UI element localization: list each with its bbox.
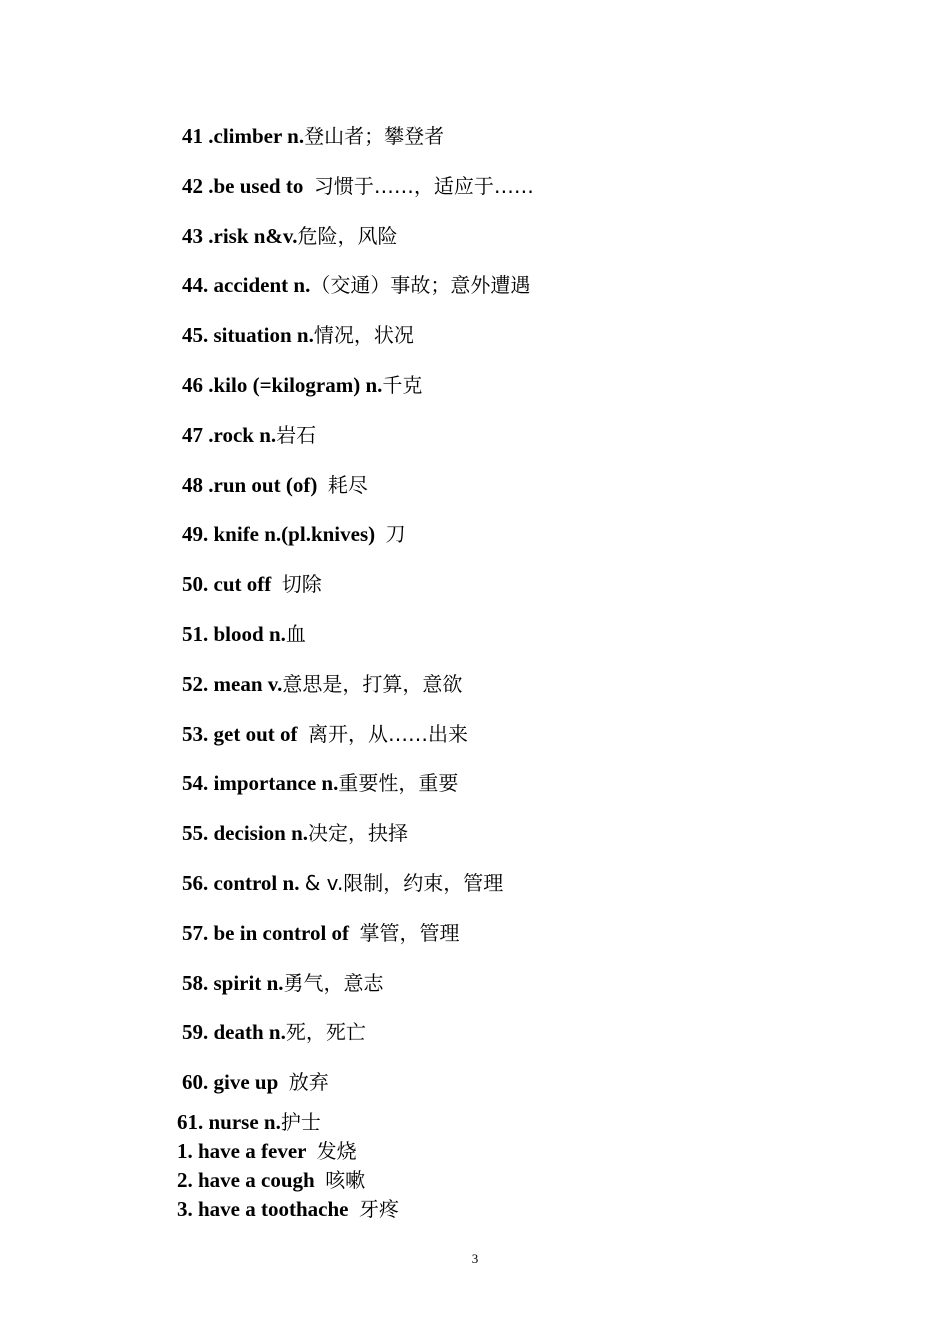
vocab-term: 1. have a fever (177, 1139, 317, 1163)
vocab-meaning: 放弃 (288, 1070, 329, 1095)
vocab-term: 56. control n. (182, 870, 305, 895)
vocab-meaning: 危险，风险 (297, 223, 398, 248)
vocab-term: 43 .risk n&v. (182, 223, 298, 248)
vocab-term: 58. spirit n. (182, 970, 284, 995)
vocab-entry (182, 917, 534, 967)
vocab-term: 42 .be used to (182, 173, 314, 198)
vocab-entry (182, 718, 534, 768)
vocab-term: 47 .rock n. (182, 422, 277, 447)
vocab-entry (182, 469, 534, 519)
vocab-entry (177, 1166, 399, 1195)
vocab-meaning: 牙疼 (359, 1197, 399, 1221)
vocab-meaning: 登山者；攀登者 (304, 124, 445, 148)
vocab-entry (182, 668, 534, 718)
vocab-meaning: 决定，抉择 (308, 821, 409, 846)
vocab-entry (182, 767, 534, 817)
vocab-term: 50. cut off (182, 572, 282, 597)
vocab-term: 2. have a cough (177, 1168, 326, 1192)
vocab-meaning: 掌管，管理 (359, 920, 460, 945)
vocab-meaning: 意思是，打算，意欲 (282, 671, 463, 696)
vocab-term: 48 .run out (of) (182, 472, 328, 497)
vocab-entry (177, 1108, 399, 1137)
vocab-meaning: 重要性，重要 (338, 771, 459, 796)
vocab-meaning: 习惯于……，适应于…… (313, 173, 534, 198)
vocab-term: 41 .climber n. (182, 124, 305, 148)
vocab-meaning: 死，死亡 (285, 1020, 366, 1045)
vocab-entry (182, 1016, 534, 1066)
vocab-entry (182, 518, 534, 568)
vocab-meaning: 千克 (382, 372, 423, 397)
vocab-entry (177, 1137, 399, 1166)
vocab-term: 49. knife n.(pl.knives) (182, 522, 386, 547)
vocab-term: 61. nurse n. (177, 1110, 281, 1134)
page-number: 3 (471, 1251, 479, 1266)
vocab-meaning: 离开，从……出来 (307, 721, 468, 746)
vocab-term: 44. accident n. (182, 273, 311, 298)
vocab-entry (182, 817, 534, 867)
vocab-meaning: 岩石 (276, 422, 317, 447)
vocab-term: 51. blood n. (182, 621, 286, 646)
vocab-meaning: 耗尽 (327, 472, 368, 497)
vocab-term: 45. situation n. (182, 323, 314, 348)
vocab-term: 55. decision n. (182, 821, 309, 846)
vocab-entry (182, 220, 534, 270)
vocab-term: 54. importance n. (182, 771, 339, 796)
vocab-entry (182, 319, 534, 369)
vocab-meaning: 发烧 (316, 1139, 357, 1163)
vocab-meaning: 血 (285, 621, 306, 646)
vocab-term: 60. give up (182, 1070, 289, 1095)
vocab-term: 59. death n. (182, 1020, 286, 1045)
vocab-term: 53. get out of (182, 721, 308, 746)
vocab-entry (182, 269, 534, 319)
vocab-entry (177, 1195, 399, 1224)
vocab-entry (182, 618, 534, 668)
vocab-entry (182, 369, 534, 419)
vocab-entry (182, 867, 534, 917)
vocab-meaning: & v.限制，约束，管理 (304, 870, 504, 895)
vocab-meaning: （交通）事故；意外遭遇 (310, 273, 531, 298)
vocab-meaning: 咳嗽 (325, 1168, 366, 1192)
vocabulary-list (182, 120, 534, 1116)
vocab-meaning: 护士 (280, 1110, 321, 1134)
vocab-entry (182, 568, 534, 618)
vocab-entry (182, 120, 534, 170)
vocab-meaning: 刀 (385, 522, 406, 547)
vocab-term: 57. be in control of (182, 920, 360, 945)
vocab-entry (182, 419, 534, 469)
vocab-meaning: 勇气，意志 (283, 970, 384, 995)
vocab-term: 52. mean v. (182, 671, 283, 696)
vocab-term: 3. have a toothache (177, 1197, 359, 1221)
vocab-meaning: 情况，状况 (313, 323, 414, 348)
vocab-entry (182, 967, 534, 1017)
vocab-meaning: 切除 (281, 572, 322, 597)
vocab-term: 46 .kilo (=kilogram) n. (182, 372, 383, 397)
extra-vocabulary-list (177, 1108, 399, 1224)
vocab-entry (182, 170, 534, 220)
